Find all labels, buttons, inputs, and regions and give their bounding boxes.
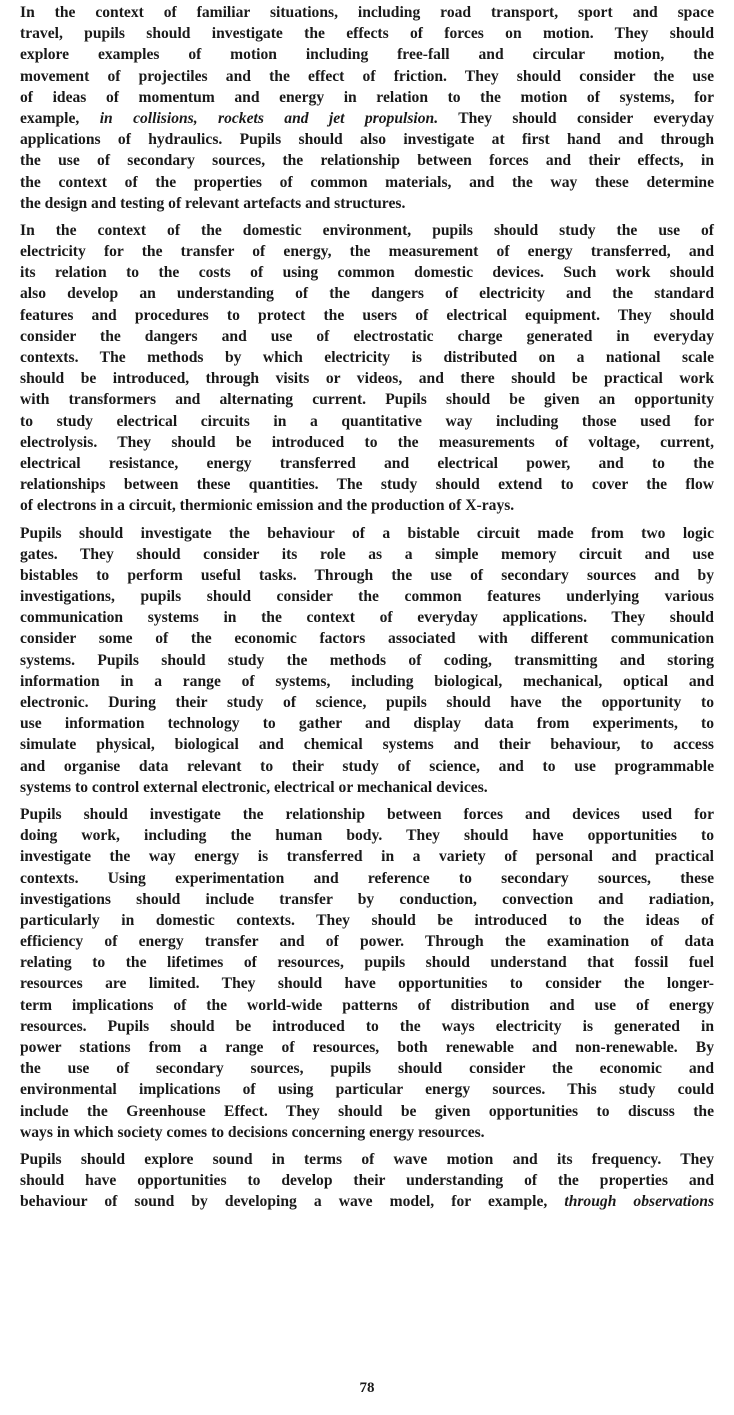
text-line: [20, 474, 714, 495]
line-text: Pupils should explore sound in terms of wave motion and its frequency. They: [20, 1150, 714, 1168]
line-text: term implications of the world-wide patterns of distribution and use of energy: [20, 996, 714, 1014]
line-text: example,: [20, 109, 100, 127]
line-text: consider some of the economic factors associated with different communication: [20, 630, 714, 648]
text-line: [20, 1058, 714, 1079]
text-line: [20, 868, 714, 889]
line-text: contexts. Using experimentation and reference to secondary sources, these: [20, 869, 714, 887]
text-line: [20, 846, 714, 867]
text-line: [20, 777, 714, 798]
text-line: [20, 262, 714, 283]
text-line: [20, 1101, 714, 1122]
line-text: doing work, including the human body. They should have opportunities to: [20, 827, 714, 845]
text-line: [20, 495, 714, 516]
text-line: [20, 756, 714, 777]
text-line: [20, 713, 714, 734]
text-line: [20, 1122, 714, 1143]
italic-text: in collisions, rockets and jet propulsion.: [99, 109, 439, 127]
line-text: bistables to perform useful tasks. Through the use of secondary sources and by: [20, 566, 714, 584]
line-text: In the context of the domestic environment, pupils should study the use of: [20, 221, 714, 239]
text-line: [20, 523, 714, 544]
text-line: [20, 889, 714, 910]
line-text: communication systems in the context of everyday applications. They should: [20, 609, 714, 627]
text-line: [20, 1170, 714, 1191]
line-text: with transformers and alternating current. Pupils should be given an opportunity: [20, 391, 714, 409]
text-line: [20, 193, 714, 214]
line-text: its relation to the costs of using common domestic devices. Such work should: [20, 264, 714, 282]
line-text: In the context of familiar situations, including road transport, sport and space: [20, 4, 714, 21]
line-text-after: They should consider everyday: [438, 109, 714, 127]
line-text: to study electrical circuits in a quantitative way including those used for: [20, 412, 714, 430]
line-text: efficiency of energy transfer and of power. Through the examination of data: [20, 933, 714, 951]
text-line: [20, 995, 714, 1016]
text-line: [20, 432, 714, 453]
line-text: features and procedures to protect the users of electrical equipment. They should: [20, 306, 714, 324]
text-line: [20, 952, 714, 973]
text-line: [20, 87, 714, 108]
text-line: [20, 1149, 714, 1170]
line-text: systems to control external electronic, electrical or mechanical devices.: [20, 778, 488, 796]
line-text: ways in which society comes to decisions concerning energy resources.: [20, 1123, 485, 1141]
paragraph: [20, 2, 714, 214]
italic-text: through observations: [564, 1193, 715, 1211]
text-line: [20, 692, 714, 713]
line-text: the context of the properties of common materials, and the way these determine: [20, 173, 714, 191]
text-line: [20, 607, 714, 628]
line-text: resources are limited. They should have opportunities to consider the longer-: [20, 975, 714, 993]
text-line: [20, 586, 714, 607]
text-line: [20, 1037, 714, 1058]
line-text: particularly in domestic contexts. They should be introduced to the ideas of: [20, 911, 714, 929]
text-line: [20, 326, 714, 347]
line-text: power stations from a range of resources, both renewable and non-renewable. By: [20, 1039, 714, 1056]
text-line: [20, 628, 714, 649]
page-number: 78: [359, 1380, 375, 1396]
line-text: electrical resistance, energy transferred and electrical power, and to the: [20, 454, 714, 472]
line-text: electricity for the transfer of energy, the measurement of energy transferred, and: [20, 243, 714, 261]
text-line: [20, 565, 714, 586]
line-text: should be introduced, through visits or videos, and there should be practical work: [20, 370, 714, 388]
paragraph: [20, 804, 714, 1143]
text-line: [20, 368, 714, 389]
text-line: [20, 453, 714, 474]
line-text: information in a range of systems, including biological, mechanical, optical and: [20, 672, 714, 690]
line-text: and organise data relevant to their study of science, and to use programmable: [20, 757, 714, 775]
text-line: [20, 931, 714, 952]
line-text: the use of secondary sources, pupils should consider the economic and: [20, 1060, 714, 1078]
text-line: [20, 910, 714, 931]
line-text: Pupils should investigate the behaviour of a bistable circuit made from two logic: [20, 524, 714, 542]
text-line: [20, 241, 714, 262]
line-text: environmental implications of using particular energy sources. This study could: [20, 1081, 714, 1099]
line-text: should have opportunities to develop their understanding of the properties and: [20, 1172, 714, 1190]
line-text: include the Greenhouse Effect. They should be given opportunities to discuss the: [20, 1102, 714, 1120]
paragraph: [20, 523, 714, 798]
text-line: [20, 973, 714, 994]
line-text: of electrons in a circuit, thermionic emission and the production of X-rays.: [20, 497, 515, 515]
body-text: [20, 2, 714, 1213]
paragraph: [20, 220, 714, 517]
text-line: [20, 283, 714, 304]
text-line: [20, 347, 714, 368]
paragraph: [20, 1149, 714, 1213]
text-line: [20, 1016, 714, 1037]
text-line: [20, 150, 714, 171]
line-text: of ideas of momentum and energy in relation to the motion of systems, for: [20, 88, 714, 106]
line-text: electrolysis. They should be introduced to the measurements of voltage, current,: [20, 433, 714, 451]
line-text: applications of hydraulics. Pupils should also investigate at first hand and through: [20, 131, 714, 149]
text-line: [20, 544, 714, 565]
text-line: [20, 411, 714, 432]
text-line: [20, 389, 714, 410]
text-line: [20, 44, 714, 65]
line-text: Pupils should investigate the relationship between forces and devices used for: [20, 805, 714, 823]
line-text: investigate the way energy is transferred in a variety of personal and practical: [20, 848, 714, 866]
line-text: travel, pupils should investigate the effects of forces on motion. They should: [20, 25, 714, 43]
line-text: consider the dangers and use of electrostatic charge generated in everyday: [20, 327, 714, 345]
line-text: behaviour of sound by developing a wave model, for example,: [20, 1193, 565, 1211]
line-text: relating to the lifetimes of resources, pupils should understand that fossil fuel: [20, 954, 714, 972]
line-text: relationships between these quantities. The study should extend to cover the flow: [20, 476, 714, 494]
line-text: also develop an understanding of the dangers of electricity and the standard: [20, 285, 714, 303]
text-line: [20, 129, 714, 150]
text-line: [20, 1079, 714, 1100]
text-line: [20, 66, 714, 87]
text-line: [20, 220, 714, 241]
text-line: [20, 671, 714, 692]
line-text: simulate physical, biological and chemical systems and their behaviour, to access: [20, 736, 714, 754]
line-text: investigations should include transfer by conduction, convection and radiation,: [20, 890, 714, 908]
line-text: resources. Pupils should be introduced to the ways electricity is generated in: [20, 1017, 714, 1035]
text-line: [20, 734, 714, 755]
text-line: [20, 650, 714, 671]
line-text: investigations, pupils should consider the common features underlying various: [20, 588, 714, 606]
text-line: [20, 2, 714, 23]
line-text: the use of secondary sources, the relationship between forces and their effects, in: [20, 152, 714, 170]
text-line: [20, 1191, 714, 1212]
document-page: [20, 2, 714, 1213]
text-line: [20, 23, 714, 44]
text-line: [20, 305, 714, 326]
line-text: explore examples of motion including free-fall and circular motion, the: [20, 46, 714, 64]
line-text: gates. They should consider its role as a simple memory circuit and use: [20, 545, 714, 563]
line-text: the design and testing of relevant artefacts and structures.: [20, 194, 406, 212]
line-text: electronic. During their study of science, pupils should have the opportunity to: [20, 694, 714, 711]
text-line: [20, 172, 714, 193]
text-line: [20, 825, 714, 846]
line-text: contexts. The methods by which electricity is distributed on a national scale: [20, 349, 714, 366]
text-line: [20, 804, 714, 825]
text-line: [20, 108, 714, 129]
line-text: systems. Pupils should study the methods of coding, transmitting and storing: [20, 651, 714, 669]
line-text: use information technology to gather and display data from experiments, to: [20, 715, 714, 733]
line-text: movement of projectiles and the effect of friction. They should consider the use: [20, 67, 714, 85]
